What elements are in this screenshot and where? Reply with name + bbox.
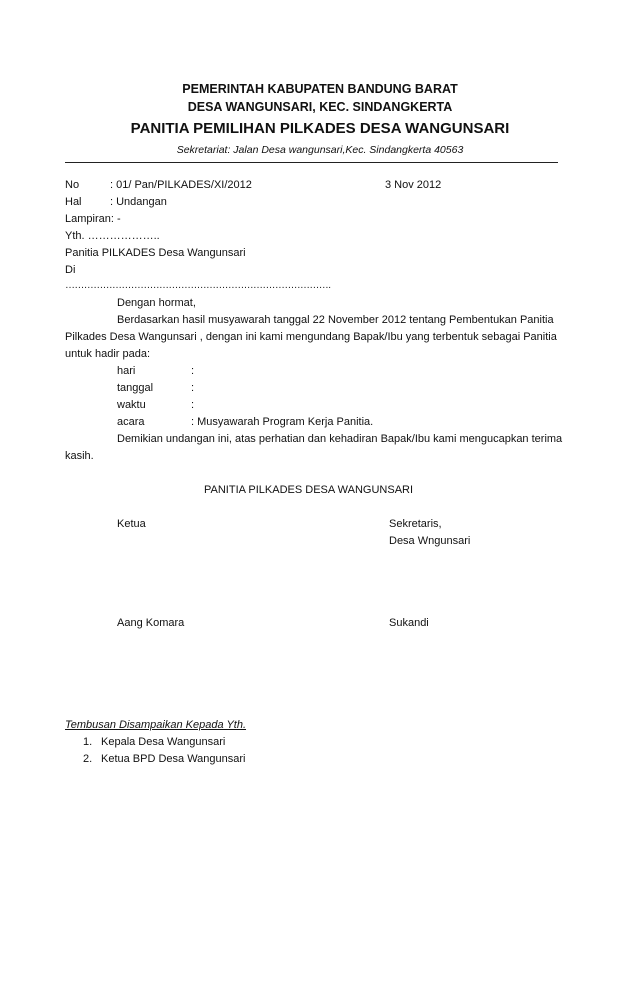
cc-item-text: Ketua BPD Desa Wangunsari [101,753,246,765]
closing-line: kasih. [65,450,94,462]
signature-right-subtitle: Desa Wngunsari [389,535,471,547]
schedule-value: : [191,382,195,394]
schedule-value: : Musyawarah Program Kerja Panitia. [191,416,374,428]
paragraph-line: Berdasarkan hasil musyawarah tanggal 22 November 2012 tentang Pembentukan Panitia [117,314,554,326]
letterhead-divider [65,162,558,163]
greeting: Dengan hormat, [117,297,196,309]
paragraph-line: Pilkades Desa Wangunsari , dengan ini kami mengundang Bapak/Ibu yang terbentuk sebagai Panitia [65,331,557,343]
schedule-label: hari [117,365,136,377]
signature-left-title: Ketua [117,518,146,530]
signature-left-name: Aang Komara [117,617,185,629]
yth: Yth. ……………….. [65,230,160,242]
letterhead-village: DESA WANGUNSARI, KEC. SINDANGKERTA [187,100,453,114]
cc-item-number: 1. [83,736,93,748]
schedule-value: : [191,399,195,411]
signature-right-name: Sukandi [389,617,429,629]
address-dots: …………………………………………………………………………. [65,280,331,291]
di: Di [65,264,76,276]
cc-item-text: Kepala Desa Wangunsari [101,736,226,748]
no-label: No [65,179,80,191]
cc-heading: Tembusan Disampaikan Kepada Yth. [65,719,247,731]
letterhead-committee: PANITIA PEMILIHAN PILKADES DESA WANGUNSARI [130,120,510,137]
schedule-label: waktu [117,399,146,411]
signature-right-title: Sekretaris, [389,518,442,530]
letterhead-government: PEMERINTAH KABUPATEN BANDUNG BARAT [182,82,458,96]
cc-item-number: 2. [83,753,93,765]
schedule-label: acara [117,416,145,428]
signature-committee: PANITIA PILKADES DESA WANGUNSARI [204,484,414,496]
schedule-value: : [191,365,195,377]
letterhead-secretariat: Sekretariat: Jalan Desa wangunsari,Kec. Sindangkerta 40563 [176,144,464,156]
schedule-label: tanggal [117,382,154,394]
closing-line: Demikian undangan ini, atas perhatian dan kehadiran Bapak/Ibu kami mengucapkan terima [117,433,563,445]
letter-date: 3 Nov 2012 [385,179,442,191]
lampiran: Lampiran: - [65,213,121,225]
hal-label: Hal [65,196,82,208]
recipient: Panitia PILKADES Desa Wangunsari [65,247,246,259]
no-value: : 01/ Pan/PILKADES/XI/2012 [110,179,252,191]
hal-value: : Undangan [110,196,167,208]
paragraph-line: untuk hadir pada: [65,348,151,360]
